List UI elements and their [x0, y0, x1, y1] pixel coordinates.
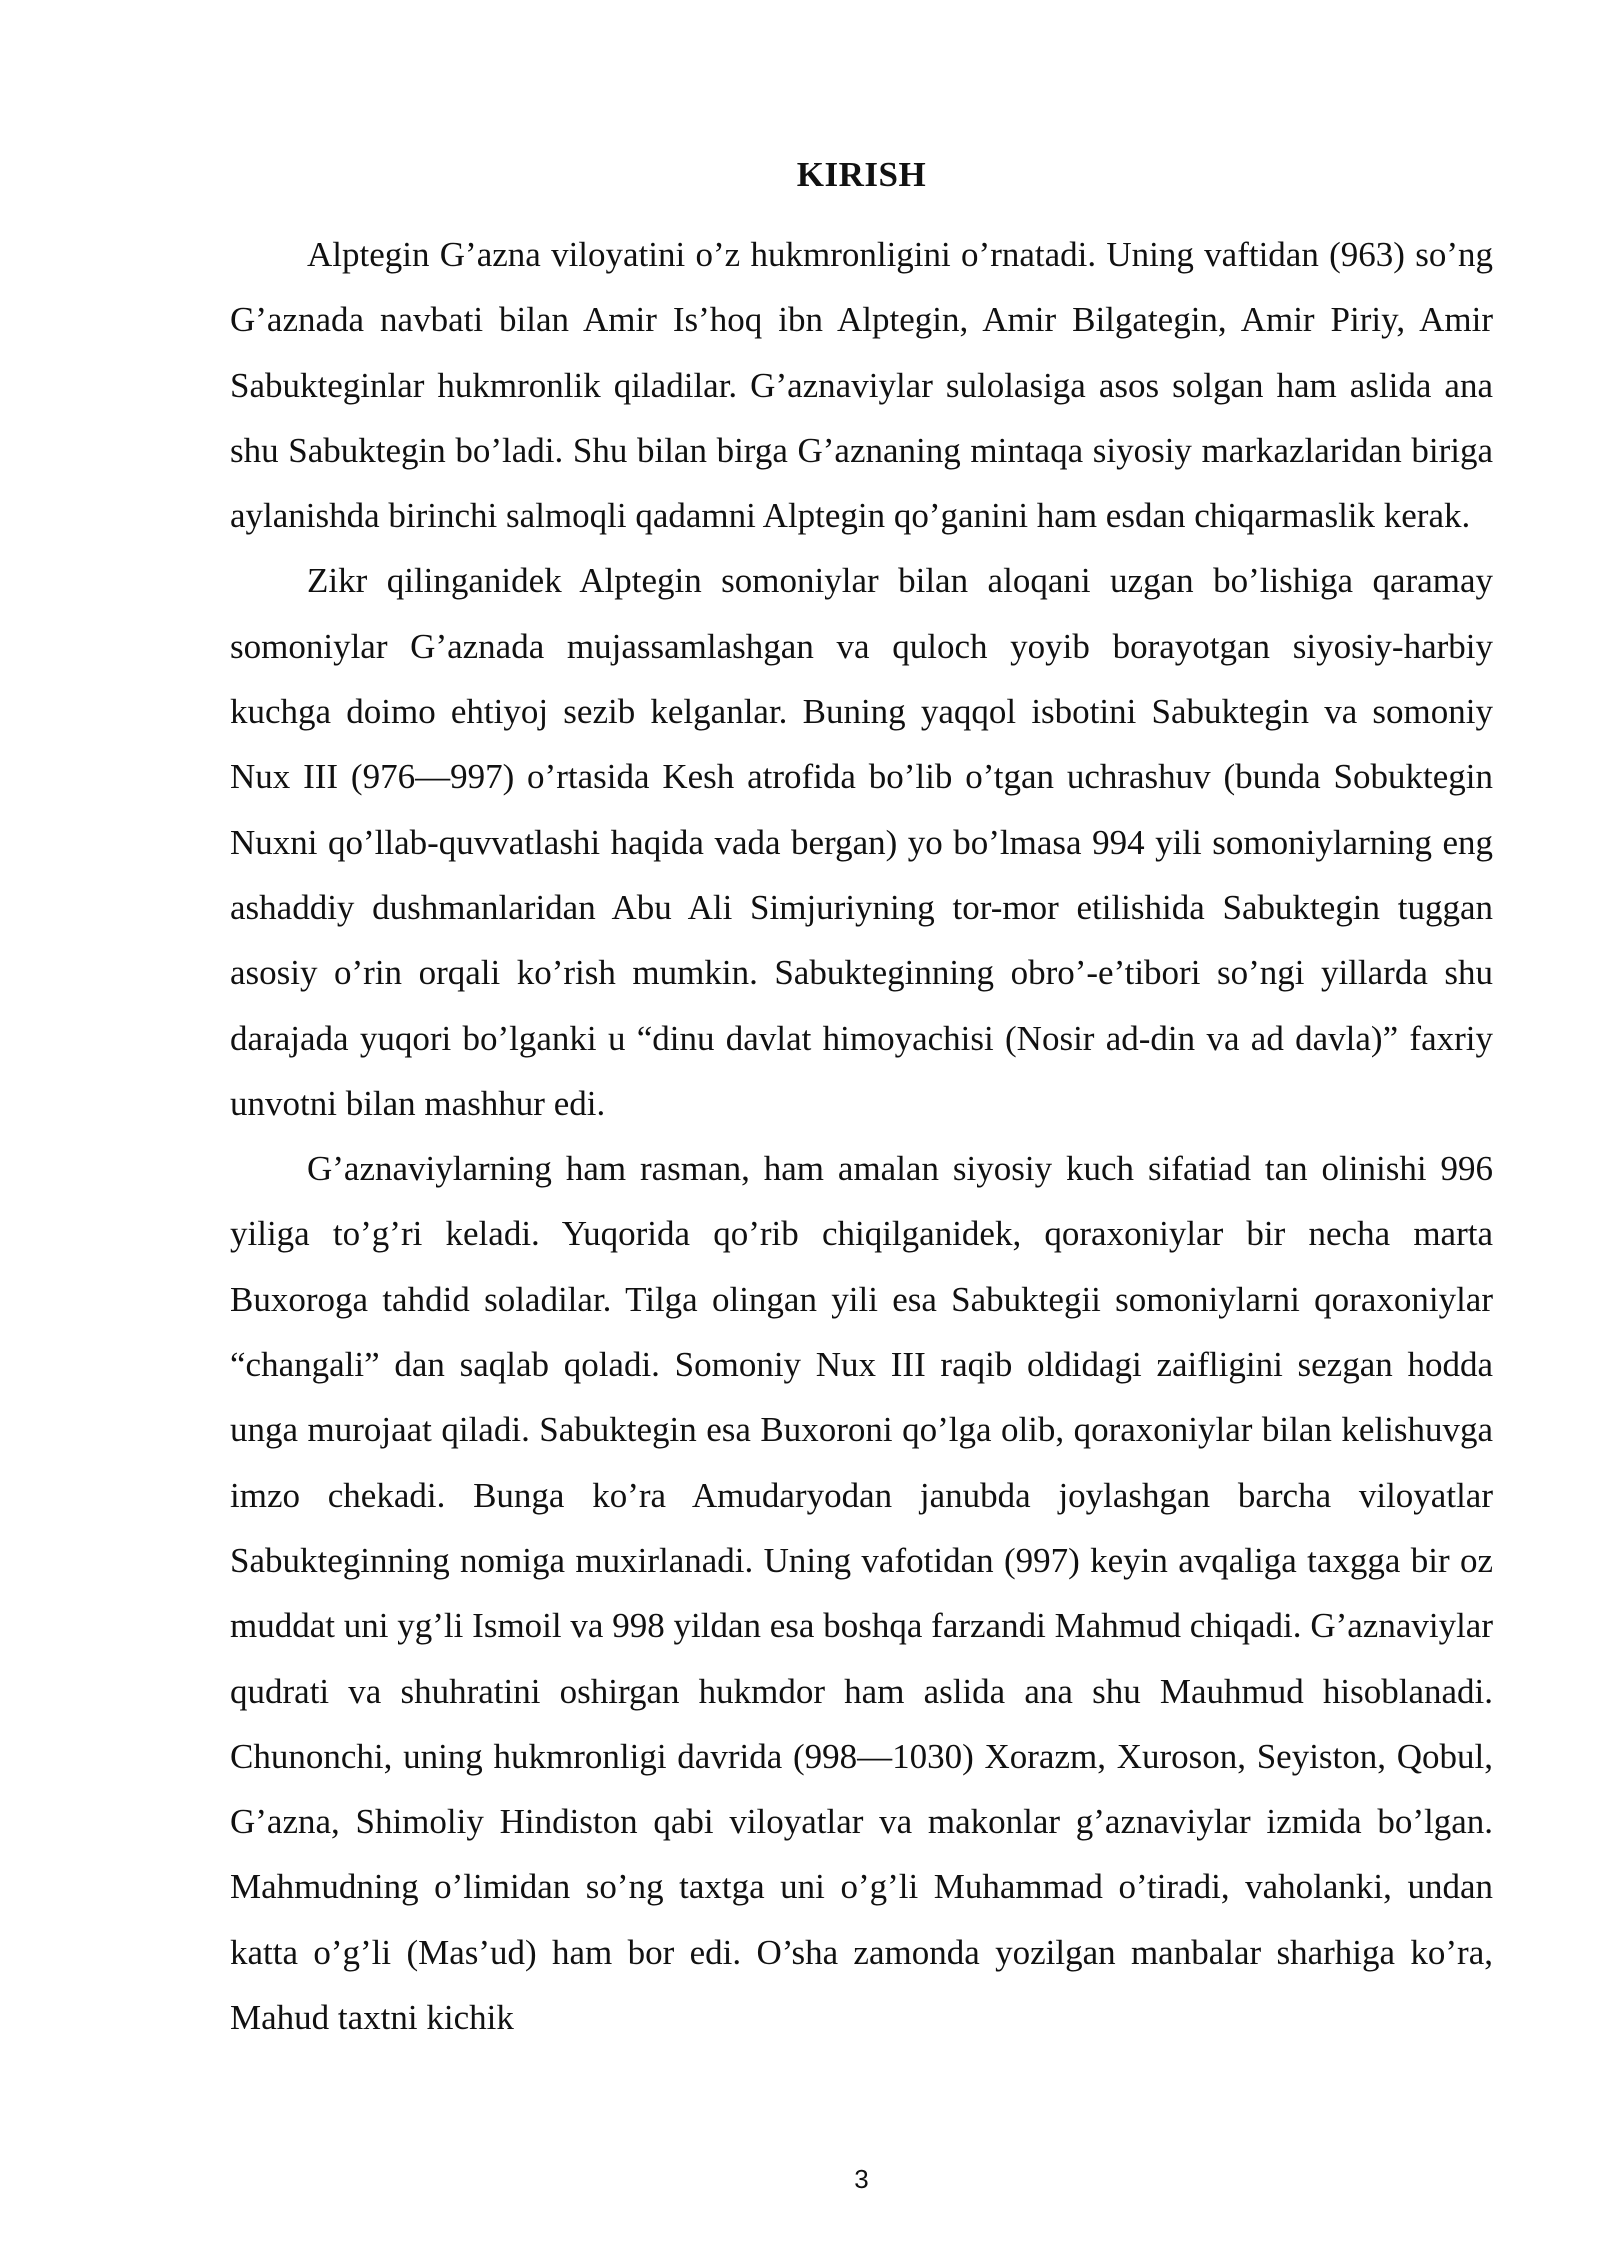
- paragraph-2: Zikr qilinganidek Alptegin somoniylar bilan aloqani uzgan bo’lishiga qaramay somoniylar G’aznada mujassamlashgan va quloch yoyib borayotgan siyosiy-harbiy kuchga doimo ehtiyoj sezib kelganlar. Buning yaqqol isbotini Sabuktegin va somoniy Nux III (976—997) o’rtasida Kesh atrofida bo’lib o’tgan uchrashuv (bunda Sobuktegin Nuxni qo’llab-quvvatlashi haqida vada bergan) yo bo’lmasa 994 yili somoniylarning eng ashaddiy dushmanlaridan Abu Ali Simjuriyning tor-mor etilishida Sabuktegin tuggan asosiy o’rin orqali ko’rish mumkin. Sabukteginning obro’-e’tibori so’ngi yillarda shu darajada yuqori bo’lganki u “dinu davlat himoyachisi (Nosir ad-din va ad davla)” faxriy unvotni bilan mashhur edi.: [230, 561, 1493, 1123]
- body-text: [230, 222, 1493, 2050]
- paragraph-3: G’aznaviylarning ham rasman, ham amalan siyosiy kuch sifatiad tan olinishi 996 yiliga to’g’ri keladi. Yuqorida qo’rib chiqilganidek, qoraxoniylar bir necha marta Buxoroga tahdid soladilar. Tilga olingan yili esa Sabuktegii somoniylarni qoraxoniylar “changali” dan saqlab qoladi. Somoniy Nux III raqib oldidagi zaifligini sezgan hodda unga murojaat qiladi. Sabuktegin esa Buxoroni qo’lga olib, qoraxoniylar bilan kelishuvga imzo chekadi. Bunga ko’ra Amudaryodan janubda joylashgan barcha viloyatlar Sabukteginning nomiga muxirlanadi. Uning vafotidan (997) keyin avqaliga taxgga bir oz muddat uni yg’li Ismoil va 998 yildan esa boshqa farzandi Mahmud chiqadi. G’aznaviylar qudrati va shuhratini oshirgan hukmdor ham aslida ana shu Mauhmud hisoblanadi. Chunonchi, uning hukmronligi davrida (998—1030) Xorazm, Xuroson, Seyiston, Qobul, G’azna, Shimoliy Hindiston qabi viloyatlar va makonlar g’aznaviylar izmida bo’lgan. Mahmudning o’limidan so’ng taxtga uni o’g’li Muhammad o’tiradi, vaholanki, undan katta o’g’li (Mas’ud) ham bor edi. O’sha zamonda yozilgan manbalar sharhiga ko’ra, Mahud taxtni kichik: [230, 1149, 1493, 2038]
- paragraph-1: Alptegin G’azna viloyatini o’z hukmronligini o’rnatadi. Uning vaftidan (963) so’ng G’aznada navbati bilan Amir Is’hoq ibn Alptegin, Amir Bilgategin, Amir Piriy, Amir Sabukteginlar hukmronlik qiladilar. G’aznaviylar sulolasiga asos solgan ham aslida ana shu Sabuktegin bo’ladi. Shu bilan birga G’aznaning mintaqa siyosiy markazlaridan biriga aylanishda birinchi salmoqli qadamni Alptegin qo’ganini ham esdan chiqarmaslik kerak.: [230, 235, 1493, 536]
- section-title: KIRISH: [796, 155, 927, 194]
- page-number: 3: [854, 2164, 869, 2194]
